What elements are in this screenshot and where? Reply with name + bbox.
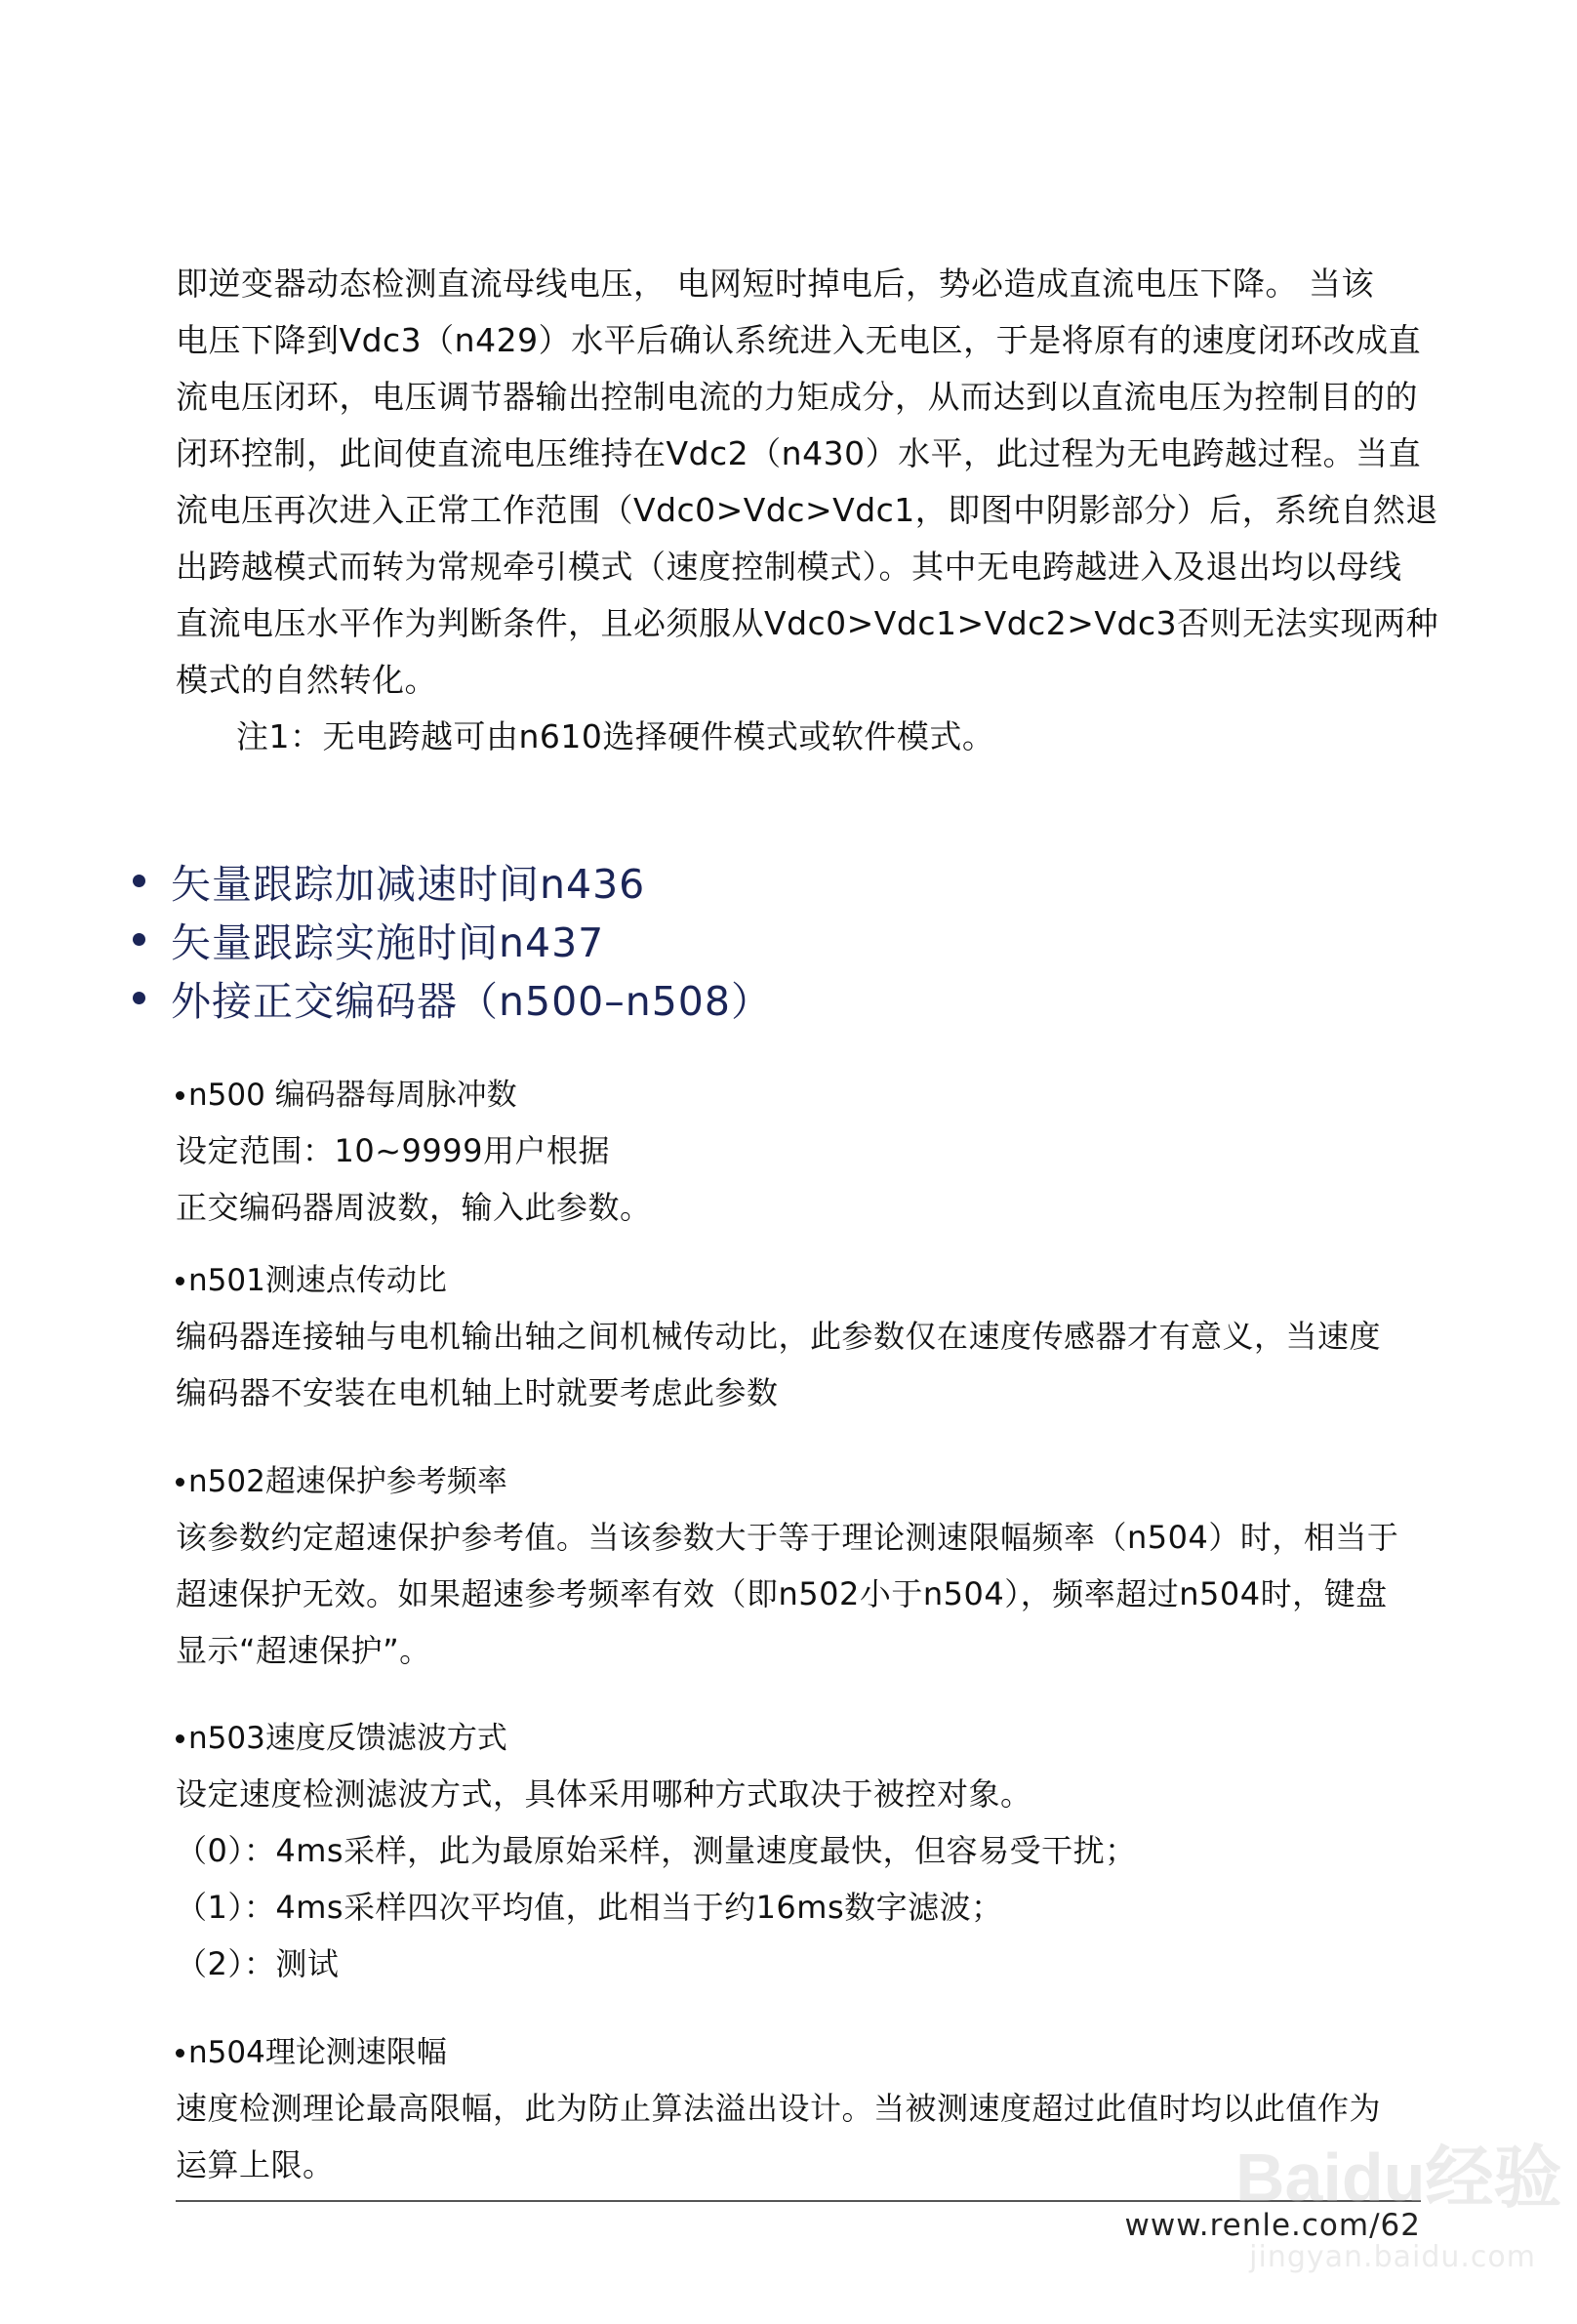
intro-line: 直流电压水平作为判断条件，且必须服从Vdc0>Vdc1>Vdc2>Vdc3否则无法实现两种: [176, 604, 1439, 642]
heading-text: 矢量跟踪实施时间n437: [171, 918, 605, 966]
watermark-url: jingyan.baidu.com: [1249, 2240, 1536, 2274]
param-section-n500: [176, 1068, 1421, 1236]
param-section-n501: [176, 1253, 1421, 1421]
bullet-icon: [176, 1091, 184, 1100]
section-line: 显示“超速保护”。: [176, 1632, 431, 1669]
heading-item: [133, 852, 1421, 909]
section-line: （0）：4ms采样，此为最原始采样，测量速度最快，但容易受干扰；: [176, 1832, 1137, 1869]
bullet-icon: [176, 1277, 184, 1285]
heading-list: [133, 852, 1421, 1028]
section-line: （2）：测试: [176, 1945, 340, 1982]
intro-line: 电压下降到Vdc3（n429）水平后确认系统进入无电区，于是将原有的速度闭环改成直: [176, 321, 1422, 359]
section-line: 编码器不安装在电机轴上时就要考虑此参数: [176, 1374, 779, 1411]
baidu-watermark: [1235, 2123, 1562, 2289]
heading-text: 外接正交编码器（n500–n508）: [171, 977, 772, 1025]
section-line: 设定范围：10~9999用户根据: [176, 1132, 610, 1169]
intro-line: 流电压闭环，电压调节器输出控制电流的力矩成分，从而达到以直流电压为控制目的的: [176, 378, 1418, 416]
footer-url: www.renle.com/62: [1124, 2208, 1421, 2243]
param-section-n504: [176, 2025, 1421, 2193]
section-line: 设定速度检测滤波方式，具体采用哪种方式取决于被控对象。: [176, 1775, 1032, 1813]
section-line: 正交编码器周波数，输入此参数。: [176, 1189, 652, 1226]
heading-item: [133, 969, 1421, 1026]
section-line: 超速保护无效。如果超速参考频率有效（即n502小于n504），频率超过n504时，键盘: [176, 1575, 1388, 1612]
bullet-icon: [176, 1478, 184, 1487]
footer-divider: [176, 2200, 1421, 2202]
section-title: n501测速点传动比: [188, 1263, 447, 1298]
bullet-icon: [133, 992, 145, 1004]
bullet-icon: [176, 1734, 184, 1743]
intro-line: 即逆变器动态检测直流母线电压， 电网短时掉电后，势必造成直流电压下降。 当该: [176, 265, 1374, 303]
intro-line: 出跨越模式而转为常规牵引模式（速度控制模式）。其中无电跨越进入及退出均以母线: [176, 548, 1402, 586]
bullet-icon: [176, 2049, 184, 2058]
intro-paragraph: [176, 256, 1439, 765]
section-line: 该参数约定超速保护参考值。当该参数大于等于理论测速限幅频率（n504）时，相当于: [176, 1519, 1399, 1556]
section-line: 运算上限。: [176, 2146, 335, 2183]
section-line: 编码器连接轴与电机输出轴之间机械传动比，此参数仅在速度传感器才有意义，当速度: [176, 1318, 1382, 1355]
param-section-n503: [176, 1711, 1421, 1992]
section-title: n500 编码器每周脉冲数: [188, 1078, 517, 1113]
section-line: （1）：4ms采样四次平均值，此相当于约16ms数字滤波；: [176, 1889, 1003, 1926]
bullet-icon: [133, 933, 145, 946]
section-title: n504理论测速限幅: [188, 2035, 447, 2070]
section-line: 速度检测理论最高限幅，此为防止算法溢出设计。当被测速度超过此值时均以此值作为: [176, 2090, 1382, 2127]
note-text: 注1：无电跨越可由n610选择硬件模式或软件模式。: [236, 717, 995, 755]
intro-line: 闭环控制，此间使直流电压维持在Vdc2（n430）水平，此过程为无电跨越过程。当直: [176, 434, 1422, 472]
param-section-n502: [176, 1454, 1421, 1679]
section-title: n503速度反馈滤波方式: [188, 1721, 507, 1756]
heading-item: [133, 911, 1421, 967]
watermark-logo: Baidu经验: [1235, 2140, 1562, 2216]
section-title: n502超速保护参考频率: [188, 1464, 507, 1499]
intro-line: 模式的自然转化。: [176, 661, 437, 699]
heading-text: 矢量跟踪加减速时间n436: [171, 860, 646, 908]
bullet-icon: [133, 875, 145, 887]
intro-line: 流电压再次进入正常工作范围（Vdc0>Vdc>Vdc1，即图中阴影部分）后，系统自然退: [176, 491, 1438, 529]
